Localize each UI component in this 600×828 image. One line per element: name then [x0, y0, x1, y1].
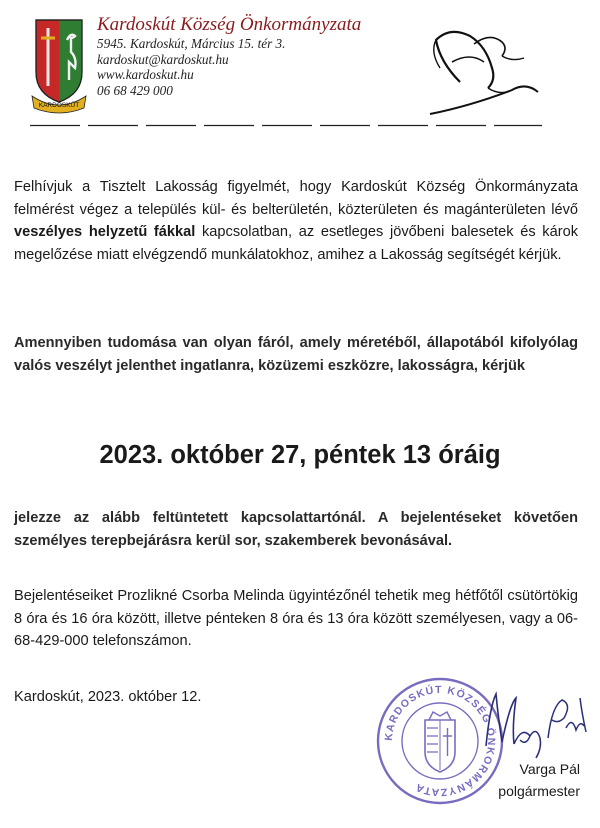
- heron-logo-icon: [400, 22, 548, 117]
- intro-highlight: veszélyes helyzetű fákkal: [14, 224, 196, 241]
- letterhead-text: [97, 14, 361, 98]
- deadline-heading: 2023. október 27, péntek 13 óráig: [99, 441, 501, 469]
- svg-text:KARDOSKÚT: KARDOSKÚT: [38, 102, 80, 109]
- place-date: Kardoskút, 2023. október 12.: [14, 689, 202, 705]
- letterhead-divider: [30, 124, 542, 127]
- signer-block: [498, 758, 580, 802]
- coat-of-arms-icon: [28, 14, 90, 114]
- org-website: www.kardoskut.hu: [97, 67, 194, 82]
- intro-text-b: kapcsolatban, az esetleges jövőbeni balesetek és károk megelőzése miatt elvégzendő munkálatokhoz, amihez a Lakosság segítségét kérjük.: [14, 224, 578, 263]
- org-address: 5945. Kardoskút, Március 15. tér 3.: [97, 36, 286, 51]
- paragraph-report: jelezze az alább feltüntetett kapcsolattartónál. A bejelentéseket követően személyes terepbejárásra kerül sor, szakemberek bevonásával.: [14, 510, 578, 549]
- letterhead: [0, 0, 600, 130]
- signer-title: polgármester: [498, 783, 580, 799]
- paragraph-request: Amennyiben tudomása van olyan fáról, amely méretéből, állapotából kifolyólag valós veszélyt jelenthet ingatlanra, közüzemi eszközre, lakosságra, kérjük: [14, 335, 578, 374]
- org-phone: 06 68 429 000: [97, 82, 173, 98]
- handwritten-signature-icon: [480, 686, 592, 762]
- org-email: kardoskut@kardoskut.hu: [97, 51, 229, 67]
- svg-text:KARDOSKÚT KÖZSÉG ÖNKORMÁNYZATA: KARDOSKÚT KÖZSÉG ÖNKORMÁNYZATA: [382, 683, 498, 799]
- intro-text-a: Felhívjuk a Tisztelt Lakosság figyelmét, hogy Kardoskút Község Önkormányzata felmérést végez a település kül- és belterületén, közterületen és magánterületen lévő: [14, 179, 578, 218]
- paragraph-contact: Bejelentéseiket Prozlikné Csorba Melinda ügyintézőnél tehetik meg hétfőtől csütörtökig 8 óra és 16 óra között, illetve pénteken 8 óra és 13 óra között személyesen, vagy a 06-68-429-000 telefonszámon.: [14, 588, 578, 650]
- paragraph-intro: [14, 176, 578, 266]
- org-name: Kardoskút Község Önkormányzata: [97, 14, 362, 35]
- signer-name: Varga Pál: [519, 761, 580, 777]
